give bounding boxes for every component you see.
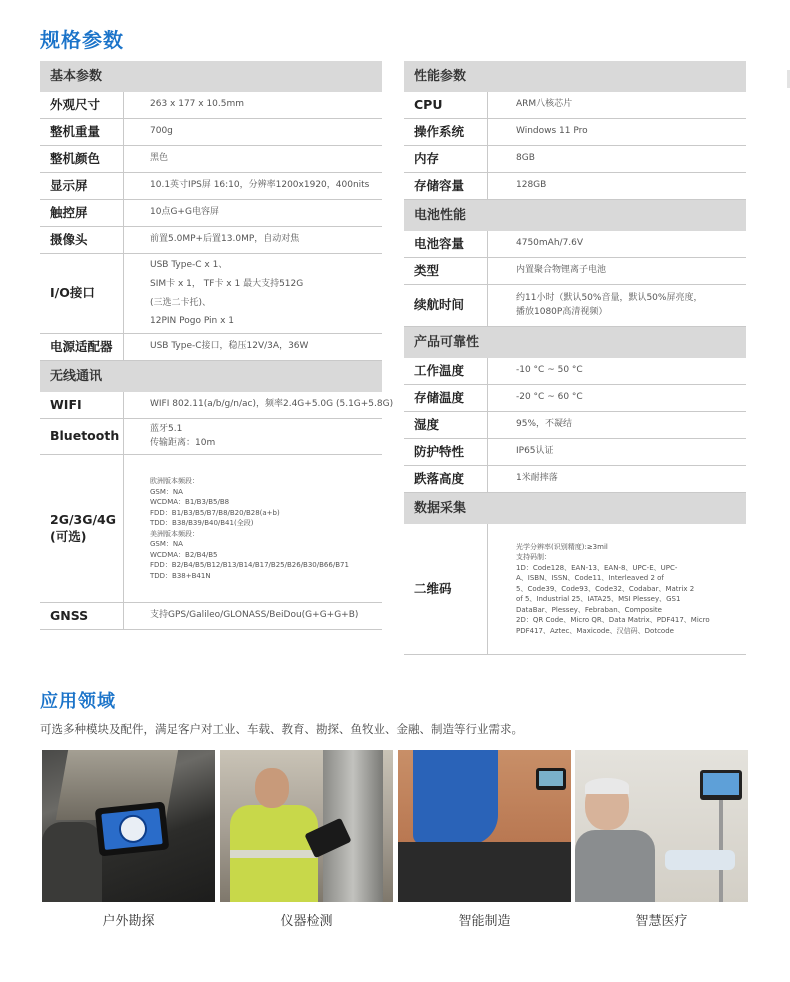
spec-value-line: 光学分辨率(识别精度):≥3mil [516,542,608,551]
spec-label: 外观尺寸 [40,92,124,118]
spec-value [124,254,382,333]
spec-row [40,200,382,227]
spec-label: 触控屏 [40,200,124,226]
section-header-basic: 基本参数 [40,61,382,92]
spec-value [124,419,382,454]
spec-row [40,254,382,334]
spec-value-line: 128GB [516,180,547,191]
spec-label: 电源适配器 [40,334,124,360]
spec-value-line: 4750mAh/7.6V [516,238,584,249]
spec-label: Bluetooth [40,419,124,454]
spec-label: 湿度 [404,412,488,438]
spec-row [40,392,394,419]
section-battery [404,231,746,327]
spec-value-line: 播放1080P高清视频） [516,306,608,317]
spec-label: 存储温度 [404,385,488,411]
spec-label: 操作系统 [404,119,488,145]
spec-row [404,439,746,466]
spec-value-line: 8GB [516,153,535,164]
spec-value-line: 传输距离：10m [150,437,216,448]
spec-row [404,258,746,285]
spec-row [404,92,746,119]
spec-value [124,119,382,145]
spec-label: GNSS [40,603,124,629]
spec-row [40,334,382,361]
spec-label: 2G/3G/4G (可选) [40,455,124,602]
spec-value-line: WCDMA：B2/B4/B5 [150,550,218,559]
spec-value-line: 蓝牙5.1 [150,424,183,435]
spec-label: 整机重量 [40,119,124,145]
spec-value-line: GSM：NA [150,540,183,548]
spec-value [488,146,746,172]
spec-value [488,119,746,145]
spec-value [488,524,746,654]
spec-label: CPU [404,92,488,118]
spec-value [488,466,746,492]
spec-value-line: 700g [150,126,173,137]
spec-value-line: of 5、Industrial 25、IATA25、MSI Plessey、GS1 [516,595,681,604]
spec-value-line: 前置5.0MP+后置13.0MP，自动对焦 [150,234,300,245]
section-reliability [404,358,746,493]
spec-value [124,227,382,253]
spec-value-line: 263 x 177 x 10.5mm [150,99,245,110]
spec-value-line: FDD：B1/B3/B5/B7/B8/B20/B28(a+b) [150,508,280,517]
spec-label: 类型 [404,258,488,284]
spec-value-line: 1D：Code128、EAN-13、EAN-8、UPC-E、UPC- [516,563,678,572]
spec-value-line: GSM：NA [150,487,183,496]
spec-value-line: 12PIN Pogo Pin x 1 [150,316,235,327]
app-card-outdoor [42,750,215,929]
spec-value [124,455,382,602]
spec-label: 整机颜色 [40,146,124,172]
spec-value [488,358,746,384]
section-header-performance: 性能参数 [404,61,746,92]
spec-value-line: USB Type-C接口，稳压12V/3A，36W [150,341,309,352]
spec-row [40,419,382,455]
spec-label: 电池容量 [404,231,488,257]
spec-column-right [404,61,746,655]
spec-value-line: -10 °C ~ 50 °C [516,365,583,376]
spec-row [404,146,746,173]
applications-description: 可选多种模块及配件，满足客户对工业、车载、教育、勘探、鱼牧业、金融、制造等行业需求。 [40,722,523,736]
section-basic [40,92,382,361]
spec-value-line: 欧洲版本频段： [150,477,199,485]
spec-label: WIFI [40,392,124,418]
spec-value [124,392,393,418]
section-header-reliability: 产品可靠性 [404,327,746,358]
spec-value-line: DataBar、Plessey、Febraban、Composite [516,605,662,614]
spec-value-line: 10.1英寸IPS屏 16:10，分辨率1200x1920，400nits [150,180,370,191]
smart-manufacturing-photo [398,750,571,902]
app-label: 智能制造 [458,914,511,929]
spec-value [488,412,746,438]
spec-value [124,200,382,226]
spec-value-line: 美洲版本频段： [150,529,199,538]
spec-row [40,227,382,254]
app-card-medical [575,750,748,929]
section-header-wireless: 无线通讯 [40,361,382,392]
spec-row [404,412,746,439]
spec-label: 摄像头 [40,227,124,253]
spec-row [40,455,382,603]
spec-row [404,385,746,412]
spec-row [404,358,746,385]
spec-value [124,334,382,360]
spec-row [404,524,746,655]
spec-value-line: 支持码制： [516,553,551,562]
instrument-inspection-photo [220,750,393,902]
spec-row [404,173,746,200]
spec-label: 存储容量 [404,173,488,199]
spec-column-left [40,61,394,630]
spec-value-line: 约11小时（默认50%音量，默认50%屏亮度， [516,293,703,304]
spec-value-line: 10点G+G电容屏 [150,207,219,218]
spec-value-line: WCDMA：B1/B3/B5/B8 [150,498,230,506]
spec-label: I/O接口 [40,254,124,333]
spec-row [404,231,746,258]
spec-value-line: 1米耐摔落 [516,473,558,484]
spec-value-line: IP65认证 [516,446,554,457]
spec-row [404,466,746,493]
spec-label: 续航时间 [404,285,488,326]
spec-row [40,119,382,146]
spec-value [488,173,746,199]
spec-row [40,603,382,630]
section-header-battery: 电池性能 [404,200,746,231]
spec-value-line: ARM八核芯片 [516,99,573,110]
spec-value-line: -20 °C ~ 60 °C [516,392,583,403]
spec-label: 跌落高度 [404,466,488,492]
spec-value-line: 支持GPS/Galileo/GLONASS/BeiDou(G+G+G+B) [150,610,359,621]
spec-value [124,146,382,172]
spec-value [488,258,746,284]
spec-value-line: Windows 11 Pro [516,126,588,137]
spec-value [488,92,746,118]
spec-row [40,92,382,119]
spec-value-line: (三选二卡托)、 [150,297,212,308]
section-header-data: 数据采集 [404,493,746,524]
section-wireless [40,392,394,630]
app-label: 仪器检测 [280,914,333,929]
spec-label: 二维码 [404,524,488,654]
app-card-instrument [220,750,393,929]
spec-value [488,285,746,326]
spec-value [488,385,746,411]
spec-value-line: SIM卡 x 1， TF卡 x 1 最大支持512G [150,278,304,289]
section-data [404,524,746,655]
spec-label: 防护特性 [404,439,488,465]
spec-value-line: 5、Code39、Code93、Code32、Codabar、Matrix 2 [516,584,695,593]
spec-value-line: PDF417、Aztec、Maxicode、汉信码、Dotcode [516,626,674,635]
spec-value-line: WIFI 802.11(a/b/g/n/ac)，频率2.4G+5.0G (5.1G+5.8G) [150,399,394,410]
spec-row [40,146,382,173]
spec-row [404,285,746,327]
smart-medical-photo [575,750,748,902]
spec-value-line: TDD：B38+B41N [150,571,211,580]
spec-row [40,173,382,200]
applications-title: 应用领域 [40,691,116,712]
spec-value-line: 2D：QR Code、Micro QR、Data Matrix、PDF417、Micro [516,616,710,625]
spec-value-line: USB Type-C x 1、 [150,259,228,270]
app-label: 户外勘探 [102,914,155,929]
spec-row [404,119,746,146]
outdoor-exploration-photo [42,750,215,902]
spec-value-line: TDD：B38/B39/B40/B41(全段) [150,519,254,527]
section-performance [404,92,746,200]
app-label: 智慧医疗 [635,914,688,929]
spec-value [488,231,746,257]
spec-label: 显示屏 [40,173,124,199]
app-card-manufacturing [398,750,571,929]
spec-value [124,92,382,118]
spec-value-line: FDD：B2/B4/B5/B12/B13/B14/B17/B25/B26/B30/B66/B71 [150,561,349,569]
spec-value-line: 内置聚合物锂离子电池 [516,265,607,276]
spec-label: 工作温度 [404,358,488,384]
spec-value-line: 黑色 [150,153,169,164]
spec-value-line: 95%，不凝结 [516,419,573,430]
spec-label: 内存 [404,146,488,172]
spec-value [488,439,746,465]
spec-value [124,173,382,199]
spec-value [124,603,382,629]
page-title: 规格参数 [40,28,124,52]
spec-value-line: A、ISBN、ISSN、Code11、Interleaved 2 of [516,574,664,583]
